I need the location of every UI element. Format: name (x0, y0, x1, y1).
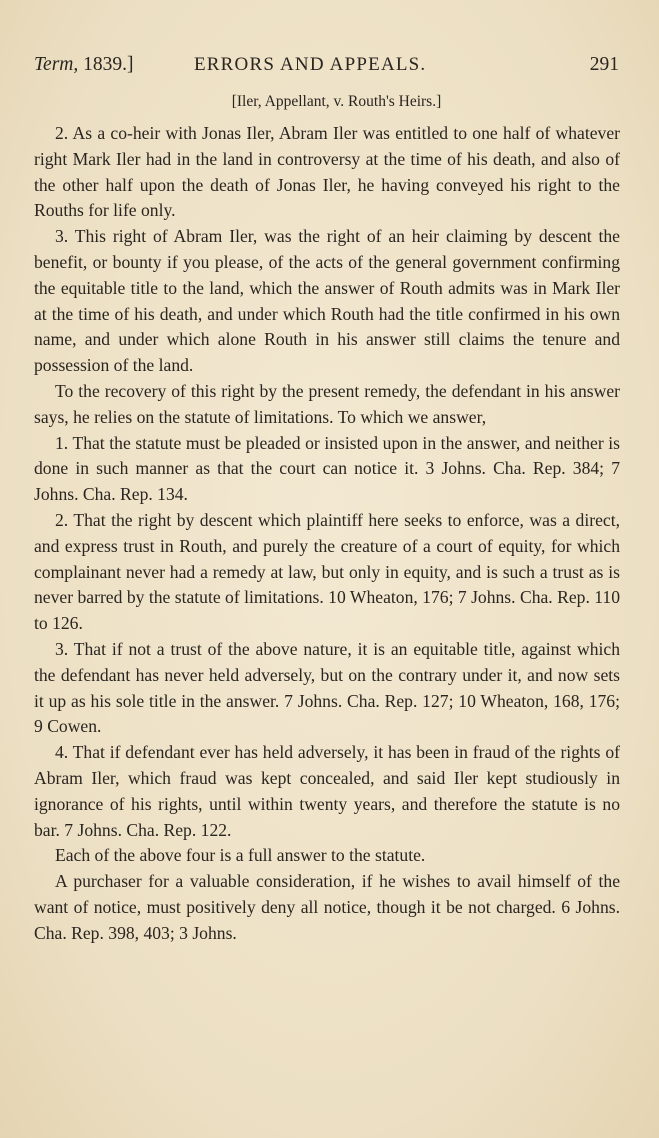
header-title: ERRORS AND APPEALS. (194, 54, 427, 75)
paragraph: 2. As a co-heir with Jonas Iler, Abram Iler was entitled to one half of whatever right Mark Iler had in the land in controversy at the time of his death, and also of the other half upon the death of Jonas Iler, he having conveyed his right to the Rouths for life only. (34, 123, 620, 221)
case-caption (0, 93, 659, 111)
paragraph: 1. That the statute must be pleaded or insisted upon in the answer, and neither is done in such manner as that the court can notice it. 3 Johns. Cha. Rep. 384; 7 Johns. Cha. Rep. 134. (34, 432, 620, 505)
paragraph: 3. That if not a trust of the above nature, it is an equitable title, against which the defendant has never held adversely, but on the contrary under it, and now sets it up as his sole title in the answer. 7 Johns. Cha. Rep. 127; 10 Wheaton, 168, 176; 9 Cowen. (34, 638, 620, 737)
paragraph: 3. This right of Abram Iler, was the right of an heir claiming by descent the benefit, or bounty if you please, of the acts of the general government confirming the equitable title to the land, which the answer of Routh admits was in Mark Iler at the time of his death, and under which Routh had the title confirmed in his own name, and under which alone Routh in his answer still claims the tenure and possession of the land. (34, 226, 620, 376)
paragraph: A purchaser for a valuable consideration, if he wishes to avail himself of the want of notice, must positively deny all notice, though it be not charged. 6 Johns. Cha. Rep. 398, 403; 3 Johns. (34, 871, 620, 943)
paragraph: To the recovery of this right by the present remedy, the defendant in his answer says, he relies on the statute of limitations. To which we answer, (34, 380, 620, 427)
body-text (34, 121, 620, 947)
paragraph: 2. That the right by descent which plaintiff here seeks to enforce, was a direct, and express trust in Routh, and purely the creature of a court of equity, for which complainant never had a remedy at law, but only in equity, and is such a trust as is never barred by the statute of limitations. 10 Wheaton, 176; 7 Johns. Cha. Rep. 110 to 126. (34, 509, 620, 634)
header-year: 1839.] (83, 54, 134, 75)
page-number: 291 (589, 54, 619, 75)
running-head (34, 54, 619, 80)
paragraph: Each of the above four is a full answer to the statute. (55, 845, 426, 866)
header-term (34, 54, 134, 76)
case-caption-text: [Iler, Appellant, v. Routh's Heirs.] (231, 93, 442, 110)
header-term-word: Term, (34, 54, 79, 75)
paragraph: 4. That if defendant ever has held adversely, it has been in fraud of the rights of Abram Iler, which fraud was kept concealed, and said Iler kept studiously in ignorance of his rights, until within twenty years, and therefore the statute is no bar. 7 Johns. Cha. Rep. 122. (34, 742, 620, 840)
